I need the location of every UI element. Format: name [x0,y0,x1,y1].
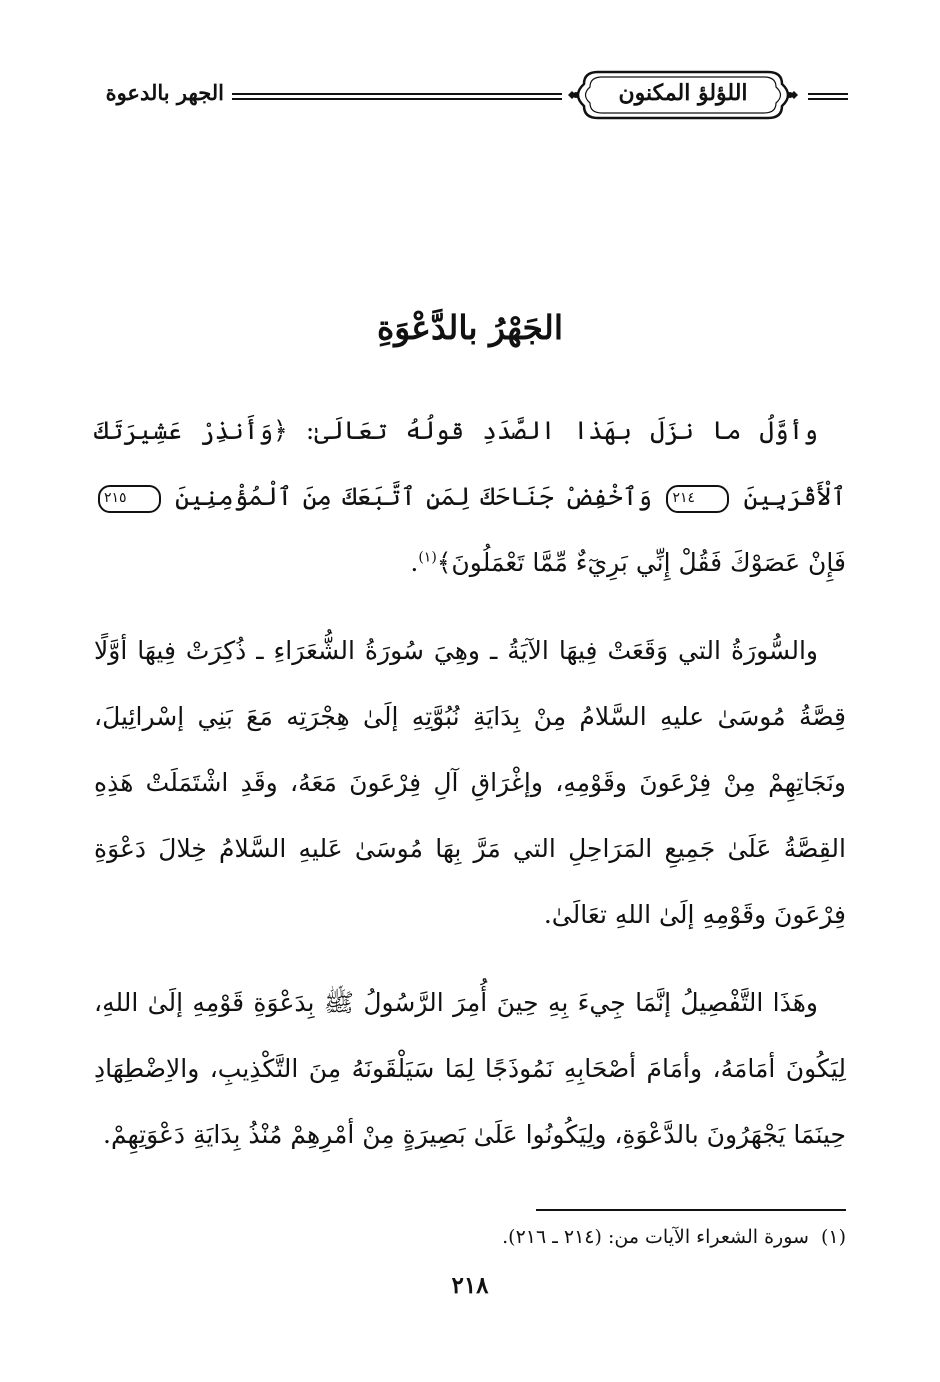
paragraph-1 [94,398,846,596]
ayah-number-214: ٢١٤ [666,485,729,513]
footnote-reference: (١) [418,549,437,566]
running-section-title: الجهر بالدعوة [105,80,224,105]
quran-verse-214: ﴿وَأَنذِرْ عَشِيرَتَكَ ٱلْأَقْرَبِينَ [94,416,846,511]
book-title-ornament [568,66,798,124]
quran-verse-216: فَإِنْ عَصَوْكَ فَقُلْ إِنِّي بَرِيٓءٌ مِّمَّا تَعْمَلُونَ﴾ [436,548,846,577]
paragraph-3: وهَذَا التَّفْصِيلُ إنَّمَا جِيءَ بِهِ حِينَ أُمِرَ الرَّسُولُ ﷺ بِدَعْوَةِ قَوْمِهِ إلَىٰ اللهِ، لِيَكُونَ أمَامَهُ، وأمَامَ أصْحَابِهِ نَمُوذَجًا لِمَا سَيَلْقَونَهُ مِنَ التَّكْذِيبِ، والاِضْطِهَادِ حِينَمَا يَجْهَرُونَ بالدَّعْوَةِ، ولِيَكُونُوا عَلَىٰ بَصِيرَةٍ مِنْ أمْرِهِمْ مُنْذُ بِدَايَةِ دَعْوَتِهِمْ. [94,988,846,1149]
quran-verse-215: وَٱخْفِضْ جَنَاحَكَ لِمَنِ ٱتَّبَعَكَ مِنَ ٱلْمُؤْمِنِينَ [175,482,652,511]
footnote [94,1222,846,1252]
paragraph-1-end: . [410,548,419,577]
paragraph-1-intro: وأوَّلُ ما نزَلَ بهَذا الصَّدَدِ قولُهُ تعَالَىٰ: [305,416,819,445]
page-number: ٢١٨ [451,1272,489,1299]
book-title: اللؤلؤ المكنون [618,80,748,106]
paragraph-2: والسُّورَةُ التي وَقَعَتْ فِيهَا الآيَةُ ـ وهِيَ سُورَةُ الشُّعَرَاءِ ـ ذُكِرَتْ فِيهَا أوَّلًا قِصَّةُ مُوسَىٰ عليهِ السَّلامُ مِنْ بِدَايَةِ نُبُوَّتِهِ إلَىٰ هِجْرَتِه مَعَ بَنِي إسْرائِيلَ، ونَجَاتِهِمْ مِنْ فِرْعَونَ وقَوْمِهِ، وإغْرَاقِ آلِ فِرْعَونَ مَعَهُ، وقَدِ اشْتَمَلَتْ هَذِهِ القِصَّةُ عَلَىٰ جَمِيعِ المَرَاحِلِ التي مَرَّ بِهَا مُوسَىٰ عَليهِ السَّلامُ خِلالَ دَعْوَةِ فِرْعَونَ وقَوْمِهِ إلَىٰ اللهِ تعَالَىٰ. [94,636,846,929]
section-heading: الجَهْرُ بالدَّعْوَةِ [376,308,564,347]
footnote-text: سورة الشعراء الآيات من: (٢١٤ ـ ٢١٦). [502,1226,809,1248]
header-rule-right [808,93,848,100]
body-text [94,398,846,1190]
footnote-divider [536,1209,846,1211]
header-rule-left [232,93,562,100]
running-header [96,60,848,132]
footnote-number: (١) [820,1226,846,1248]
ayah-number-215: ٢١٥ [98,485,161,513]
